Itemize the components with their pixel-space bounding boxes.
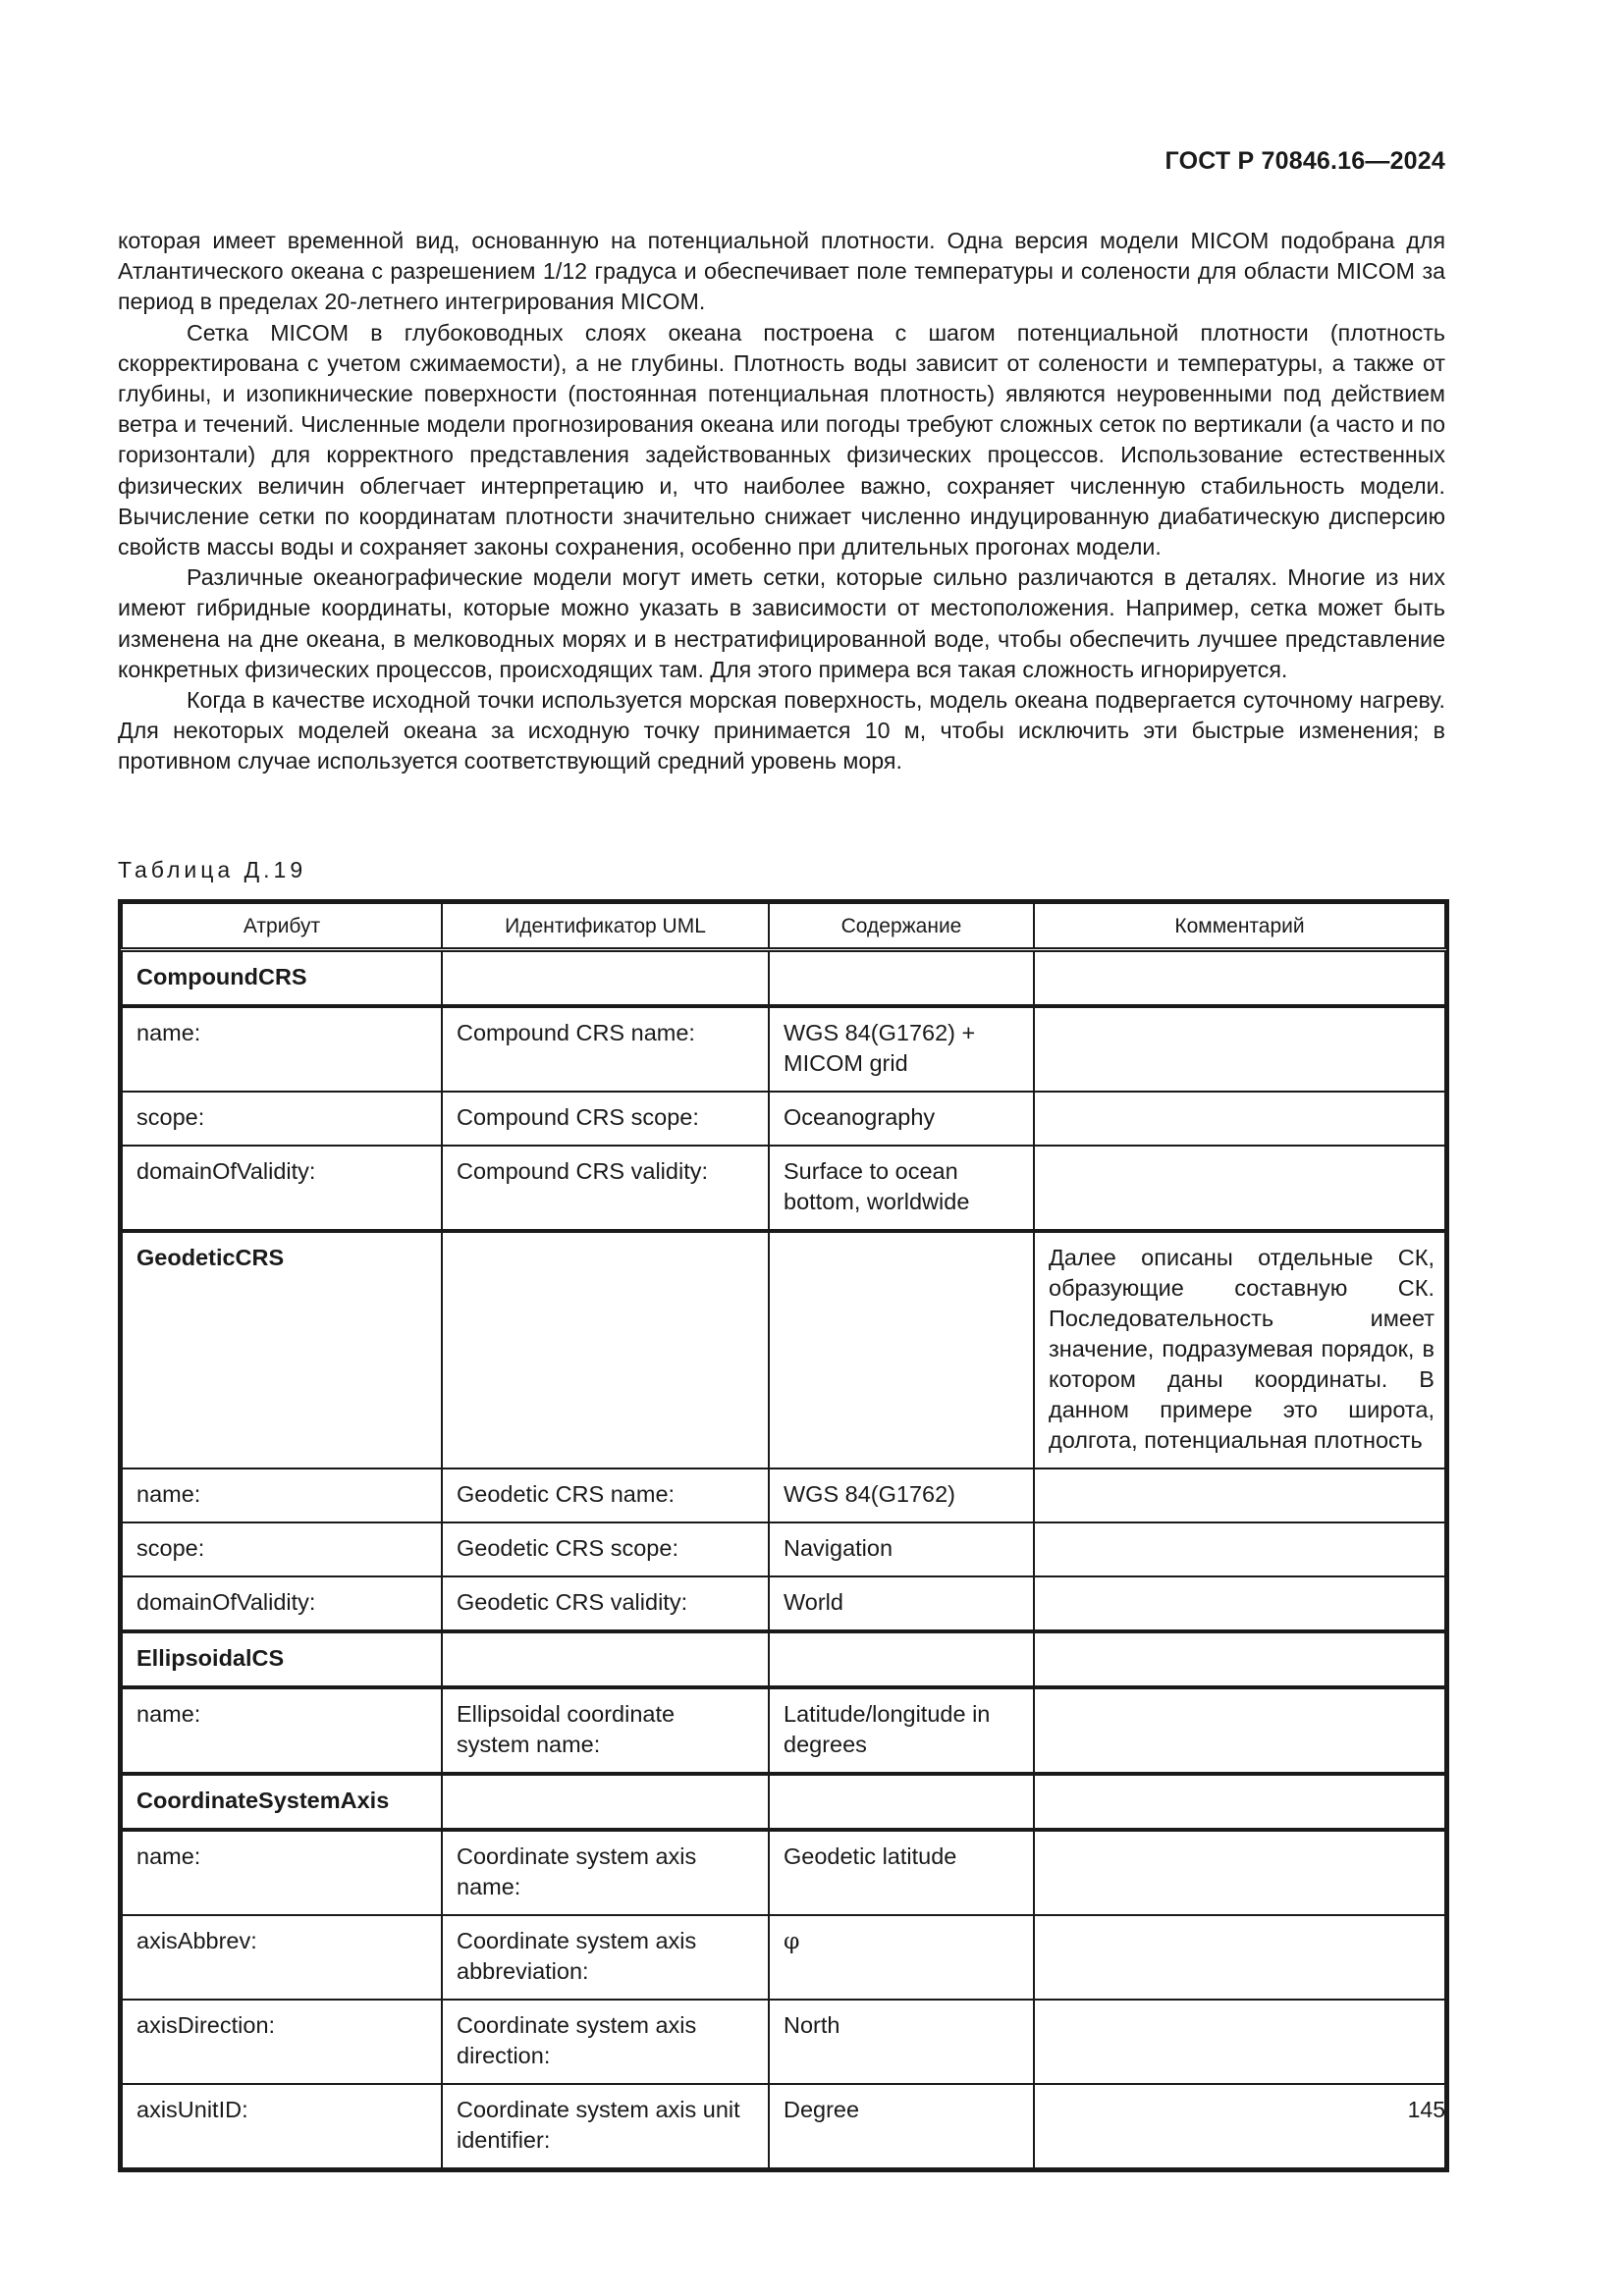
cell-uml-id — [442, 1774, 769, 1830]
table-row — [122, 1774, 1445, 1830]
cell-attribute: GeodeticCRS — [122, 1231, 442, 1468]
cell-comment — [1034, 1006, 1445, 1092]
cell-attribute: axisUnitID: — [122, 2084, 442, 2168]
cell-uml-id: Compound CRS validity: — [442, 1146, 769, 1231]
table-row — [122, 1522, 1445, 1576]
page-number: 145 — [1407, 2097, 1445, 2122]
cell-comment — [1034, 2084, 1445, 2168]
cell-uml-id: Coordinate system axis abbreviation: — [442, 1915, 769, 2000]
table-row — [122, 1146, 1445, 1231]
cell-content: Navigation — [769, 1522, 1034, 1576]
column-header-attribute: Атрибут — [122, 903, 442, 950]
data-table — [118, 899, 1449, 2172]
paragraph: которая имеет временной вид, основанную на потенциальной плотности. Одна версия модели MICOM подобрана для Атлантического океана с разрешением 1/12 градуса и обеспечивает поле температуры и солености для области MICOM за период в пределах 20-летнего интегрирования MICOM. — [118, 228, 1445, 315]
cell-attribute: scope: — [122, 1522, 442, 1576]
cell-comment — [1034, 1146, 1445, 1231]
cell-content — [769, 1631, 1034, 1687]
cell-comment — [1034, 1830, 1445, 1915]
cell-attribute: CoordinateSystemAxis — [122, 1774, 442, 1830]
table-caption: Таблица Д.19 — [118, 857, 307, 882]
table-row — [122, 1231, 1445, 1468]
cell-comment — [1034, 1576, 1445, 1631]
cell-uml-id — [442, 1631, 769, 1687]
cell-content: Surface to ocean bottom, worldwide — [769, 1146, 1034, 1231]
cell-comment — [1034, 1774, 1445, 1830]
cell-uml-id: Geodetic CRS scope: — [442, 1522, 769, 1576]
cell-attribute: CompoundCRS — [122, 950, 442, 1007]
cell-uml-id: Compound CRS scope: — [442, 1092, 769, 1146]
cell-comment — [1034, 1522, 1445, 1576]
column-header-uml-id: Идентификатор UML — [442, 903, 769, 950]
table-row — [122, 1092, 1445, 1146]
body-text — [118, 226, 1445, 777]
cell-attribute: name: — [122, 1006, 442, 1092]
cell-attribute: domainOfValidity: — [122, 1146, 442, 1231]
cell-content: Oceanography — [769, 1092, 1034, 1146]
cell-content: Latitude/longitude in degrees — [769, 1687, 1034, 1774]
cell-attribute: name: — [122, 1687, 442, 1774]
document-header: ГОСТ Р 70846.16—2024 — [1164, 147, 1445, 175]
table-row — [122, 2000, 1445, 2084]
cell-content: φ — [769, 1915, 1034, 2000]
paragraph: Различные океанографические модели могут иметь сетки, которые сильно различаются в деталях. Многие из них имеют гибридные координаты, которые можно указать в зависимости от местоположения. Например, сетка может быть изменена на дне океана, в мелководных морях и в нестратифицированной воде, чтобы обеспечить лучшее представление конкретных физических процессов, происходящих там. Для этого примера вся такая сложность игнорируется. — [118, 564, 1445, 682]
column-header-content: Содержание — [769, 903, 1034, 950]
cell-uml-id: Ellipsoidal coordinate system name: — [442, 1687, 769, 1774]
cell-comment — [1034, 2000, 1445, 2084]
column-header-comment: Комментарий — [1034, 903, 1445, 950]
cell-content: North — [769, 2000, 1034, 2084]
cell-content — [769, 1774, 1034, 1830]
cell-comment — [1034, 1092, 1445, 1146]
cell-uml-id: Compound CRS name: — [442, 1006, 769, 1092]
cell-comment: Далее описаны отдельные СК, образующие составную СК. Последовательность имеет значение, подразумевая порядок, в котором даны координаты. В данном примере это широта, долгота, потенциальная плотность — [1034, 1231, 1445, 1468]
cell-comment — [1034, 1468, 1445, 1522]
cell-attribute: axisDirection: — [122, 2000, 442, 2084]
cell-uml-id: Coordinate system axis name: — [442, 1830, 769, 1915]
cell-uml-id: Geodetic CRS name: — [442, 1468, 769, 1522]
cell-comment — [1034, 1631, 1445, 1687]
cell-comment — [1034, 1687, 1445, 1774]
cell-uml-id: Coordinate system axis direction: — [442, 2000, 769, 2084]
cell-attribute: domainOfValidity: — [122, 1576, 442, 1631]
cell-comment — [1034, 1915, 1445, 2000]
cell-attribute: EllipsoidalCS — [122, 1631, 442, 1687]
table-row — [122, 1631, 1445, 1687]
table-header-row — [122, 903, 1445, 950]
cell-attribute: name: — [122, 1468, 442, 1522]
table-row — [122, 1830, 1445, 1915]
table-row — [122, 1687, 1445, 1774]
cell-uml-id — [442, 950, 769, 1007]
cell-content: World — [769, 1576, 1034, 1631]
paragraph: Когда в качестве исходной точки используется морская поверхность, модель океана подвергается суточному нагреву. Для некоторых моделей океана за исходную точку принимается 10 м, чтобы исключить эти быстрые изменения; в противном случае используется соответствующий средний уровень моря. — [118, 687, 1445, 774]
cell-content: Geodetic latitude — [769, 1830, 1034, 1915]
table-row — [122, 1006, 1445, 1092]
table-row — [122, 1468, 1445, 1522]
cell-attribute: scope: — [122, 1092, 442, 1146]
table-row — [122, 1576, 1445, 1631]
cell-content — [769, 1231, 1034, 1468]
cell-attribute: name: — [122, 1830, 442, 1915]
cell-uml-id: Coordinate system axis unit identifier: — [442, 2084, 769, 2168]
cell-content: WGS 84(G1762) — [769, 1468, 1034, 1522]
table-row — [122, 1915, 1445, 2000]
table-row — [122, 950, 1445, 1007]
cell-content: WGS 84(G1762) + MICOM grid — [769, 1006, 1034, 1092]
cell-comment — [1034, 950, 1445, 1007]
cell-content: Degree — [769, 2084, 1034, 2168]
table-row — [122, 2084, 1445, 2168]
cell-uml-id: Geodetic CRS validity: — [442, 1576, 769, 1631]
cell-uml-id — [442, 1231, 769, 1468]
paragraph: Сетка MICOM в глубоководных слоях океана построена с шагом потенциальной плотности (плотность скорректирована с учетом сжимаемости), а не глубины. Плотность воды зависит от солености и температуры, а также от глубины, и изопикнические поверхности (постоянная потенциальная плотность) являются неуровенными под действием ветра и течений. Численные модели прогнозирования океана или погоды требуют сложных сеток по вертикали (а часто и по горизонтали) для корректного представления задействованных физических процессов. Использование естественных физических величин облегчает интерпретацию и, что наиболее важно, сохраняет численную стабильность модели. Вычисление сетки по координатам плотности значительно снижает численно индуцированную диабатическую дисперсию свойств массы воды и сохраняет законы сохранения, особенно при длительных прогонах модели. — [118, 319, 1445, 561]
cell-attribute: axisAbbrev: — [122, 1915, 442, 2000]
cell-content — [769, 950, 1034, 1007]
